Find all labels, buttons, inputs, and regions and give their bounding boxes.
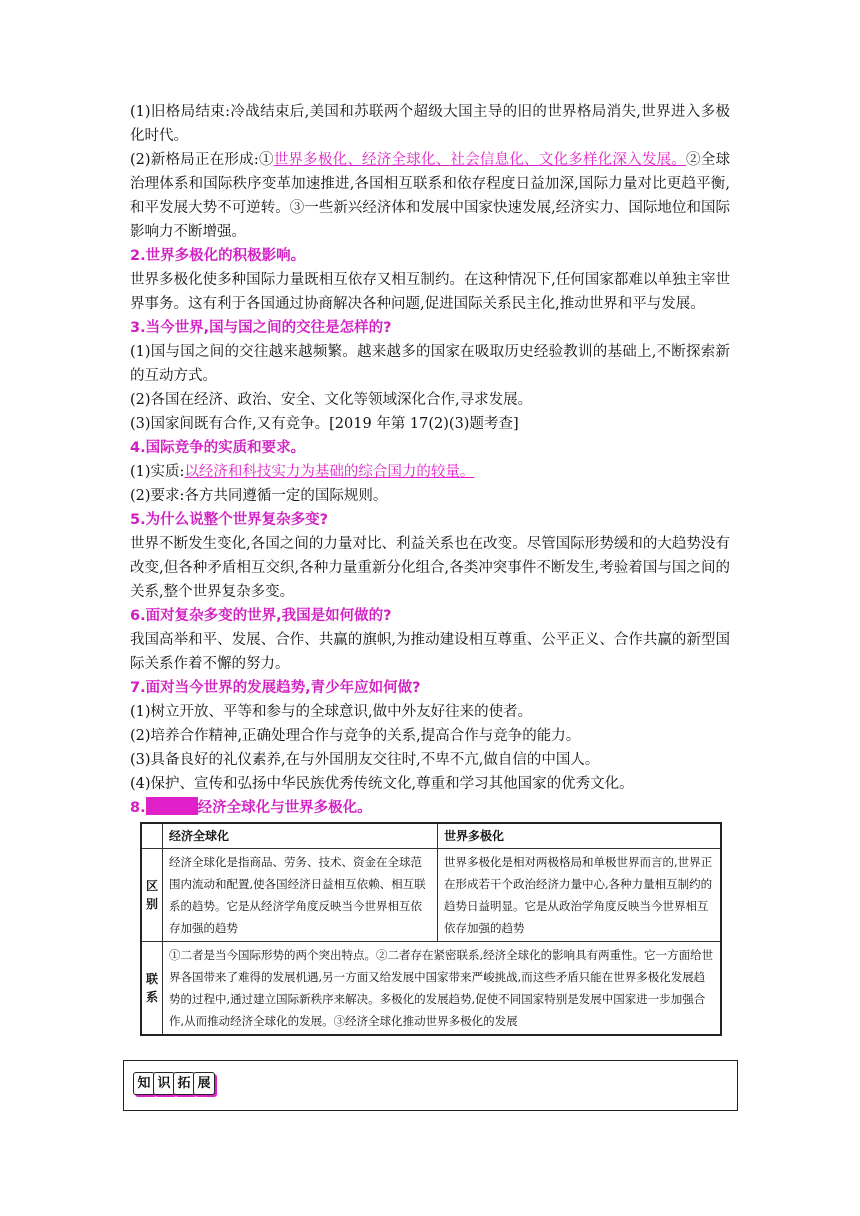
- badge-char: 知: [133, 1072, 155, 1095]
- knowledge-extension-box: [123, 1060, 738, 1111]
- heading-5: 5.为什么说整个世界复杂多变?: [130, 512, 329, 528]
- heading-4: 4.国际竞争的实质和要求。: [130, 440, 306, 456]
- table-cell: ①二者是当今国际形势的两个突出特点。②二者存在紧密联系,经济全球化的影响具有两重性。它一方面给世界各国带来了难得的发展机遇,另一方面又给发展中国家带来严峻挑战,而这些矛盾只能在世界多极化发展趋势的过程中,通过建立国际新秩序来解决。多极化的发展趋势,促使不同国家特别是发展中国家进一步加强合作,从而推动经济全球化的发展。③经济全球化推动世界多极化的发展: [163, 942, 722, 1036]
- text: ②全球治理体系和国际秩序变革加速推进,各国相互联系和依存程度日益加深,国际力量对比更趋平衡,和平发展大势不可逆转。③一些新兴经济体和发展中国家快速发展,经济实力、国际地位和国际影响力不断增强。: [130, 152, 730, 240]
- table-cell: 经济全球化是指商品、劳务、技术、资金在全球范围内流动和配置,使各国经济日益相互依赖、相互联系的趋势。它是从经济学角度反映当今世界相互依存加强的趋势: [163, 849, 438, 942]
- paragraph: (2)各国在经济、政治、安全、文化等领域深化合作,寻求发展。: [130, 392, 533, 408]
- paragraph: 世界不断发生变化,各国之间的力量对比、利益关系也在改变。尽管国际形势缓和的大趋势没有改变,但各种矛盾相互交织,各种力量重新分化组合,各类冲突事件不断发生,考验着国与国之间的关系,整个世界复杂多变。: [130, 536, 730, 600]
- paragraph: (1)国与国之间的交往越来越频繁。越来越多的国家在吸取历史经验教训的基础上,不断探索新的互动方式。: [130, 344, 730, 384]
- paragraph: [130, 460, 730, 484]
- paragraph-old-order: (1)旧格局结束:冷战结束后,美国和苏联两个超级大国主导的旧的世界格局消失,世界进入多极化时代。: [130, 104, 730, 144]
- heading-2: 2.世界多极化的积极影响。: [130, 248, 306, 264]
- heading-number: 8.: [130, 800, 146, 816]
- table-row: [141, 942, 721, 1036]
- table-row: [141, 849, 721, 942]
- heading-text: 经济全球化与世界多极化。: [197, 800, 372, 816]
- knowledge-extension-badge: [133, 1072, 213, 1095]
- paragraph: (3)国家间既有合作,又有竞争。[2019 年第 17(2)(3)题考查]: [130, 416, 519, 432]
- paragraph: (4)保护、宣传和弘扬中华民族优秀传统文化,尊重和学习其他国家的优秀文化。: [130, 776, 634, 792]
- document-body: [130, 100, 730, 1036]
- table-header-row: [141, 823, 721, 849]
- paragraph: (3)具备良好的礼仪素养,在与外国朋友交往时,不卑不亢,做自信的中国人。: [130, 752, 600, 768]
- badge-char: 展: [193, 1072, 215, 1095]
- heading-7: 7.面对当今世界的发展趋势,青少年应如何做?: [130, 680, 421, 696]
- highlight-text: 世界多极化、经济全球化、社会信息化、文化多样化深入发展。: [273, 152, 687, 168]
- badge-char: 拓: [173, 1072, 195, 1095]
- heading-6: 6.面对复杂多变的世界,我国是如何做的?: [130, 608, 392, 624]
- text: (1)实质:: [130, 464, 185, 480]
- heading-8: [130, 796, 730, 820]
- paragraph: 世界多极化使多种国际力量既相互依存又相互制约。在这种情况下,任何国家都难以单独主宰世界事务。这有利于各国通过协商解决各种问题,促进国际关系民主化,推动世界和平与发展。: [130, 272, 730, 312]
- table-cell: 世界多极化是相对两极格局和单极世界而言的,世界正在形成若干个政治经济力量中心,各种力量相互制约的趋势日益明显。它是从政治学角度反映当今世界相互依存加强的趋势: [438, 849, 722, 942]
- column-header: 世界多极化: [438, 823, 722, 849]
- badge-char: 识: [153, 1072, 175, 1095]
- text: (2)新格局正在形成:①: [130, 152, 274, 168]
- comparison-table: [140, 822, 722, 1036]
- paragraph: (2)培养合作精神,正确处理合作与竞争的关系,提高合作与竞争的能力。: [130, 728, 581, 744]
- heading-3: 3.当今世界,国与国之间的交往是怎样的?: [130, 320, 392, 336]
- highlight-text: 以经济和科技实力为基础的综合国力的较量。: [184, 464, 475, 480]
- paragraph: 我国高举和平、发展、合作、共赢的旗帜,为推动建设相互尊重、公平正义、合作共赢的新型国际关系作着不懈的努力。: [130, 632, 730, 672]
- row-label: 联系: [141, 942, 163, 1036]
- paragraph: (2)要求:各方共同遵循一定的国际规则。: [130, 488, 388, 504]
- paragraph-new-order: [130, 148, 730, 244]
- row-label: 区别: [141, 849, 163, 942]
- paragraph: (1)树立开放、平等和参与的全球意识,做中外友好往来的使者。: [130, 704, 533, 720]
- column-header: 经济全球化: [163, 823, 438, 849]
- table-corner-cell: [141, 823, 163, 849]
- fill-in-blank: [146, 797, 198, 815]
